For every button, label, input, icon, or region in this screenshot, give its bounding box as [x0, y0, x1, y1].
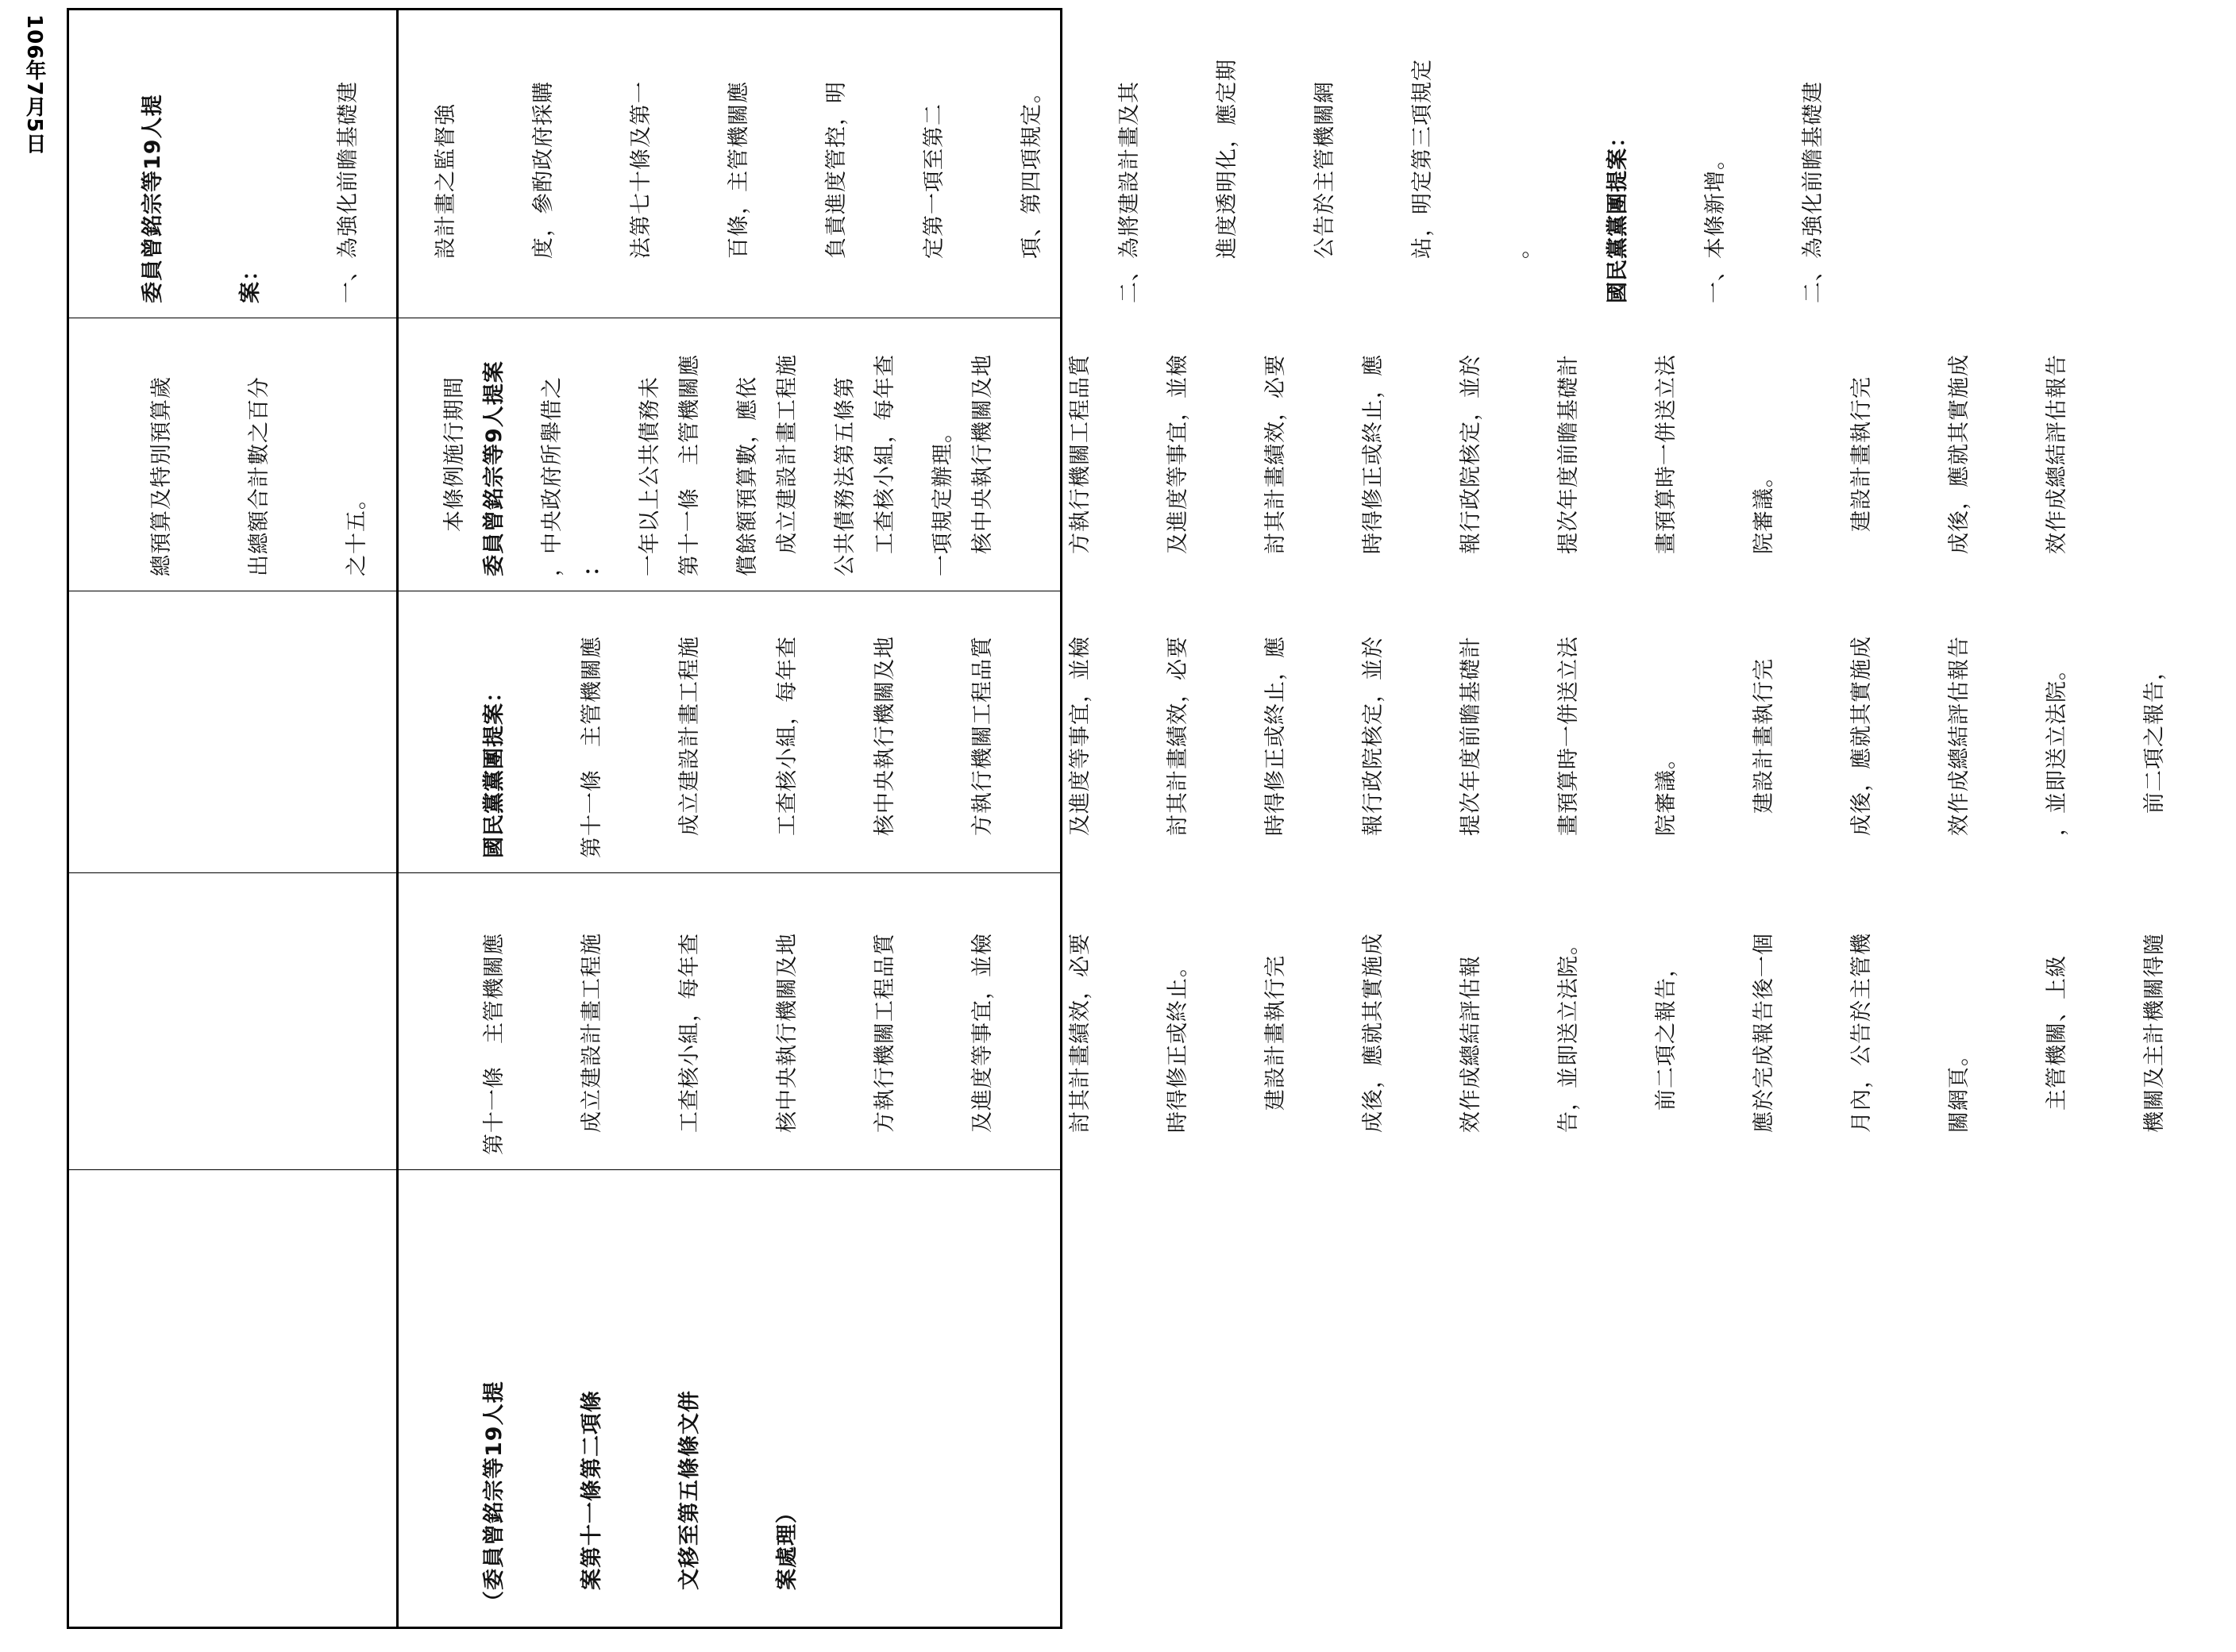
page-date: 106年7月5日: [22, 14, 46, 155]
text-line: 時得修正或終止，應: [1263, 636, 1288, 858]
text-line: 方執行機關工程品質: [873, 933, 897, 1155]
text-line: 一年以上公共債務未: [638, 376, 662, 576]
text-line: 方執行機關工程品質: [970, 636, 995, 858]
text-line: 成後，應就其實施成: [1361, 933, 1386, 1155]
text-line: 提次年度前瞻基礎計: [1556, 354, 1581, 576]
text-line: 建設計畫執行完: [1752, 658, 1776, 858]
explanation-heading-kmt: 國民黨黨團提案：: [1606, 125, 1630, 303]
text-line: 之十五。: [345, 487, 369, 576]
text-line: ，中央政府所舉借之: [540, 376, 565, 576]
text-line: 討其計畫績效，必要: [1263, 354, 1288, 576]
cell-note: [399, 1170, 1062, 1627]
text-line: 。: [1508, 237, 1532, 303]
text-line: 關網頁。: [1947, 1044, 1972, 1155]
text-line: 本條例施行期間: [442, 376, 467, 576]
cell-original-article: [399, 873, 2167, 1170]
text-line: 第十一條 主管機關應: [677, 354, 702, 576]
text-line: 方執行機關工程品質: [1068, 354, 1093, 576]
proposal-heading: 委員曾銘宗等9人提案: [482, 360, 507, 576]
text-line: 工查核小組，每年查: [873, 354, 897, 576]
cell-top-1: [69, 1170, 396, 1627]
text-line: 成後，應就其實施成: [1947, 354, 1972, 576]
text-line: 主管機關、上級: [2045, 955, 2069, 1155]
table-grid: [69, 10, 2167, 1627]
text-line: 院審議。: [1654, 747, 1679, 858]
text-line: 工查核小組，每年查: [677, 933, 702, 1155]
comparison-table: [67, 8, 2167, 1629]
text-line: 及進度等事宜，並檢: [1166, 354, 1190, 576]
text-line: 成立建設計畫工程施: [775, 354, 800, 576]
proposal-text: [413, 329, 2138, 576]
text-line: 時得修正或終止，應: [1361, 354, 1386, 576]
proposal-heading: 國民黨黨團提案：: [482, 680, 507, 858]
cell-kmt-proposal: [399, 591, 2167, 873]
text-line: 效作成總結評估報告: [1947, 636, 1972, 858]
text-line: 一、為強化前瞻基礎建: [336, 81, 360, 303]
proposal-heading-suffix: ：: [580, 554, 604, 576]
text-line: 案第十一條第二項條: [580, 1390, 604, 1612]
text-line: 定第一項至第二: [922, 103, 946, 303]
text-line: 報行政院核定，並於: [1459, 354, 1483, 576]
text-line: 償餘額預算數，應依: [735, 376, 760, 576]
text-line: 二、為強化前瞻基礎建: [1801, 81, 1825, 303]
text-line: 法第七十條及第一: [629, 81, 653, 303]
text-line: 建設計畫執行完: [1263, 955, 1288, 1155]
rotated-table-content: [69, 10, 2167, 1627]
text-line: 時得修正或終止。: [1166, 955, 1190, 1155]
text-line: 第十一條 主管機關應: [482, 933, 507, 1155]
text-line: 二、為將建設計畫及其: [1117, 81, 1142, 303]
text-line: 工查核小組，每年查: [775, 636, 800, 858]
text-line: 度，參酌政府採購: [531, 81, 556, 303]
text-line: 應於完成報告後一個: [1752, 933, 1776, 1155]
text-line: 公共債務法第五條第: [833, 376, 858, 576]
text-line: 站，明定第三項規定: [1410, 59, 1435, 303]
text-line: 核中央執行機關及地: [873, 636, 897, 858]
text-line: 前二項之報告，: [2142, 658, 2167, 858]
text-line: 一項規定辦理。: [931, 421, 955, 576]
text-line: 告，並即送立法院。: [1556, 933, 1581, 1155]
text-line: 及進度等事宜，並檢: [970, 933, 995, 1155]
text-line: 出總額合計數之百分: [247, 376, 272, 576]
text-line: 討其計畫績效，必要: [1068, 933, 1093, 1155]
text-line: 成立建設計畫工程施: [677, 636, 702, 858]
text-line: 機關及主計機關得隨: [2142, 933, 2167, 1155]
text-line: 設計畫之監督強: [434, 103, 458, 303]
cell-top-2: [69, 873, 396, 1170]
text-line: ，並即送立法院。: [2045, 658, 2069, 858]
text-line: 案處理）: [775, 1501, 800, 1612]
cell-top-3: [69, 591, 396, 873]
explanation-text: [71, 21, 1895, 303]
text-line: 核中央執行機關及地: [970, 354, 995, 576]
note-text: [413, 1181, 869, 1612]
text-line: 百條，主管機關應: [727, 81, 751, 303]
text-line: 效作成總結評估報: [1459, 955, 1483, 1155]
article-text: [413, 884, 2236, 1155]
text-line: 院審議。: [1752, 465, 1776, 576]
text-line: 提次年度前瞻基礎計: [1459, 636, 1483, 858]
explanation-heading: 委員曾銘宗等19人提: [141, 94, 165, 303]
text-line: 負責進度管控，明: [824, 81, 849, 303]
text-line: 及進度等事宜，並檢: [1068, 636, 1093, 858]
text-line: 報行政院核定，並於: [1361, 636, 1386, 858]
text-line: 建設計畫執行完: [1849, 376, 1874, 576]
cell-tseng-9-proposal: [399, 318, 2069, 591]
text-line: 一、本條新增。: [1703, 148, 1728, 303]
text-line: 前二項之報告，: [1654, 955, 1679, 1155]
text-line: 項、第四項規定。: [1020, 81, 1044, 303]
text-line: 效作成總結評估報告: [2045, 354, 2069, 576]
proposal-text: [413, 603, 2236, 858]
text-line: 畫預算時一併送立法: [1654, 354, 1679, 576]
text-line: 文移至第五條條文併: [677, 1390, 702, 1612]
text-line: 成立建設計畫工程施: [580, 933, 604, 1155]
text-line: 第十一條 主管機關應: [580, 636, 604, 858]
text-line: 公告於主管機關網: [1313, 81, 1337, 303]
text-line: 進度透明化，應定期: [1215, 59, 1239, 303]
cell-explanation: [141, 10, 1825, 318]
text-line: 畫預算時一併送立法: [1556, 636, 1581, 858]
explanation-heading-cont: 案：: [238, 259, 263, 303]
text-line: 核中央執行機關及地: [775, 933, 800, 1155]
text-line: 月內，公告於主管機: [1849, 933, 1874, 1155]
text-line: 討其計畫績效，必要: [1166, 636, 1190, 858]
text-line: 成後，應就其實施成: [1849, 636, 1874, 858]
text-line: 總預算及特別預算歲: [149, 376, 174, 576]
text-line: （委員曾銘宗等19人提: [482, 1381, 507, 1612]
